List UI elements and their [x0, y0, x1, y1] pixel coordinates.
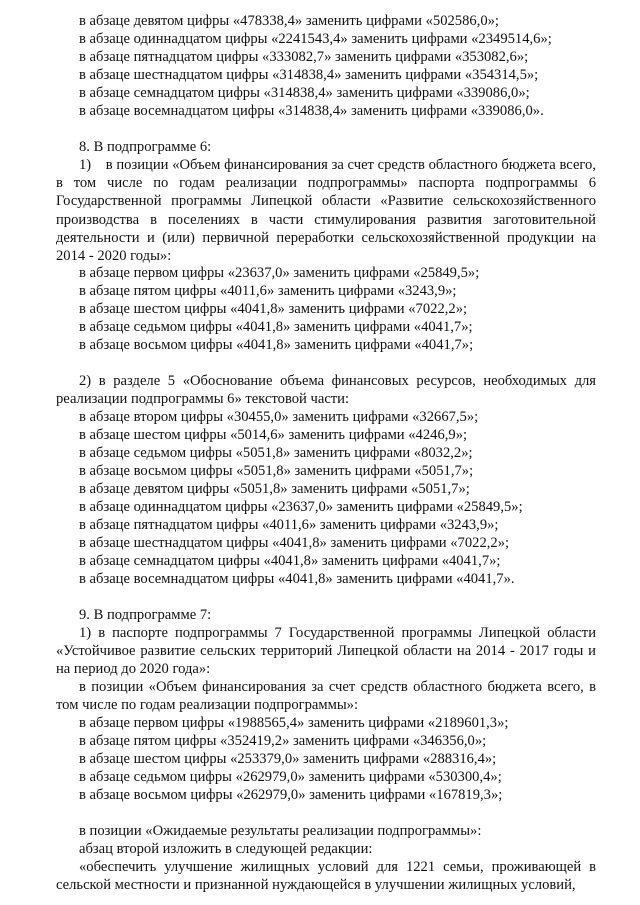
list-item: в абзаце восемнадцатом цифры «314838,4» заменить цифрами «339086,0».	[79, 103, 544, 119]
section-9-heading: 9. В подпрограмме 7:	[79, 607, 212, 623]
list-item: в абзаце шестнадцатом цифры «314838,4» заменить цифрами «354314,5»;	[79, 67, 539, 83]
list-item: в абзаце одиннадцатом цифры «23637,0» заменить цифрами «25849,5»;	[79, 499, 523, 515]
list-item: в абзаце шестнадцатом цифры «4041,8» заменить цифрами «7022,2»;	[79, 535, 510, 551]
section-9-item-1-text: 1) в паспорте подпрограммы 7 Государственной программы Липецкой области «Устойчивое развитие сельских территорий Липецкой области на 2014 - 2017 годы и на период до 2020 года»:	[56, 625, 596, 678]
section-8-item-1-text: 1) в позиции «Объем финансирования за счет средств областного бюджета всего, в том числе по годам реализации подпрограммы» паспорта подпрограммы 6 Государственной программы Липецкой области «Развитие сельскохозяйственного производства в поселениях в части стимулирования развития заготовительной деятельности и (или) первичной переработки сельскохозяйственной продукции на 2014 - 2020 годы»:	[56, 157, 596, 265]
list-item: в абзаце пятнадцатом цифры «4011,6» заменить цифрами «3243,9»;	[79, 517, 499, 533]
list-item: в абзаце шестом цифры «4041,8» заменить цифрами «7022,2»;	[79, 301, 468, 317]
list-item: в абзаце пятом цифры «4011,6» заменить цифрами «3243,9»;	[79, 283, 457, 299]
list-item: в абзаце пятом цифры «352419,2» заменить цифрами «346356,0»;	[79, 733, 487, 749]
list-item: в абзаце первом цифры «1988565,4» заменить цифрами «2189601,3»;	[79, 715, 509, 731]
list-item: в абзаце шестом цифры «253379,0» заменить цифрами «288316,4»;	[79, 751, 497, 767]
section-9-paragraph-2-text: абзац второй изложить в следующей редакции:	[79, 841, 373, 857]
section-8-heading: 8. В подпрограмме 6:	[79, 139, 212, 155]
list-item: в абзаце седьмом цифры «4041,8» заменить цифрами «4041,7»;	[79, 319, 473, 335]
list-item: в абзаце пятнадцатом цифры «333082,7» заменить цифрами «353082,6»;	[79, 49, 529, 65]
list-item: в абзаце первом цифры «23637,0» заменить цифрами «25849,5»;	[79, 265, 480, 281]
list-item: в абзаце восьмом цифры «4041,8» заменить цифрами «4041,7»;	[79, 337, 474, 353]
list-item: в абзаце восьмом цифры «262979,0» заменить цифрами «167819,3»;	[79, 787, 503, 803]
list-item: в абзаце седьмом цифры «262979,0» заменить цифрами «530300,4»;	[79, 769, 502, 785]
list-item: в абзаце шестом цифры «5014,6» заменить цифрами «4246,9»;	[79, 427, 468, 443]
list-item: в абзаце семнадцатом цифры «314838,4» заменить цифрами «339086,0»;	[79, 85, 530, 101]
list-item: в абзаце седьмом цифры «5051,8» заменить цифрами «8032,2»;	[79, 445, 473, 461]
list-item: в абзаце девятом цифры «5051,8» заменить цифрами «5051,7»;	[79, 481, 470, 497]
list-item: в абзаце втором цифры «30455,0» заменить цифрами «32667,5»;	[79, 409, 479, 425]
list-item: в абзаце семнадцатом цифры «4041,8» заменить цифрами «4041,7»;	[79, 553, 501, 569]
section-9-position-2-text: в позиции «Ожидаемые результаты реализации подпрограммы»:	[79, 823, 482, 839]
list-item: в абзаце восемнадцатом цифры «4041,8» заменить цифрами «4041,7».	[79, 571, 515, 587]
list-item: в абзаце одиннадцатом цифры «2241543,4» заменить цифрами «2349514,6»;	[79, 31, 552, 47]
section-8-item-2-text: 2) в разделе 5 «Обоснование объема финансовых ресурсов, необходимых для реализации подпрограммы 6» текстовой части:	[56, 373, 596, 408]
list-item: в абзаце девятом цифры «478338,4» заменить цифрами «502586,0»;	[79, 13, 499, 29]
list-item: в абзаце восьмом цифры «5051,8» заменить цифрами «5051,7»;	[79, 463, 474, 479]
section-9-quote-text: «обеспечить улучшение жилищных условий для 1221 семьи, проживающей в сельской местности и признанной нуждающейся в улучшении жилищных условий,	[56, 859, 596, 894]
section-9-position-1-text: в позиции «Объем финансирования за счет средств областного бюджета всего, в том числе по годам реализации подпрограммы»:	[56, 679, 596, 714]
